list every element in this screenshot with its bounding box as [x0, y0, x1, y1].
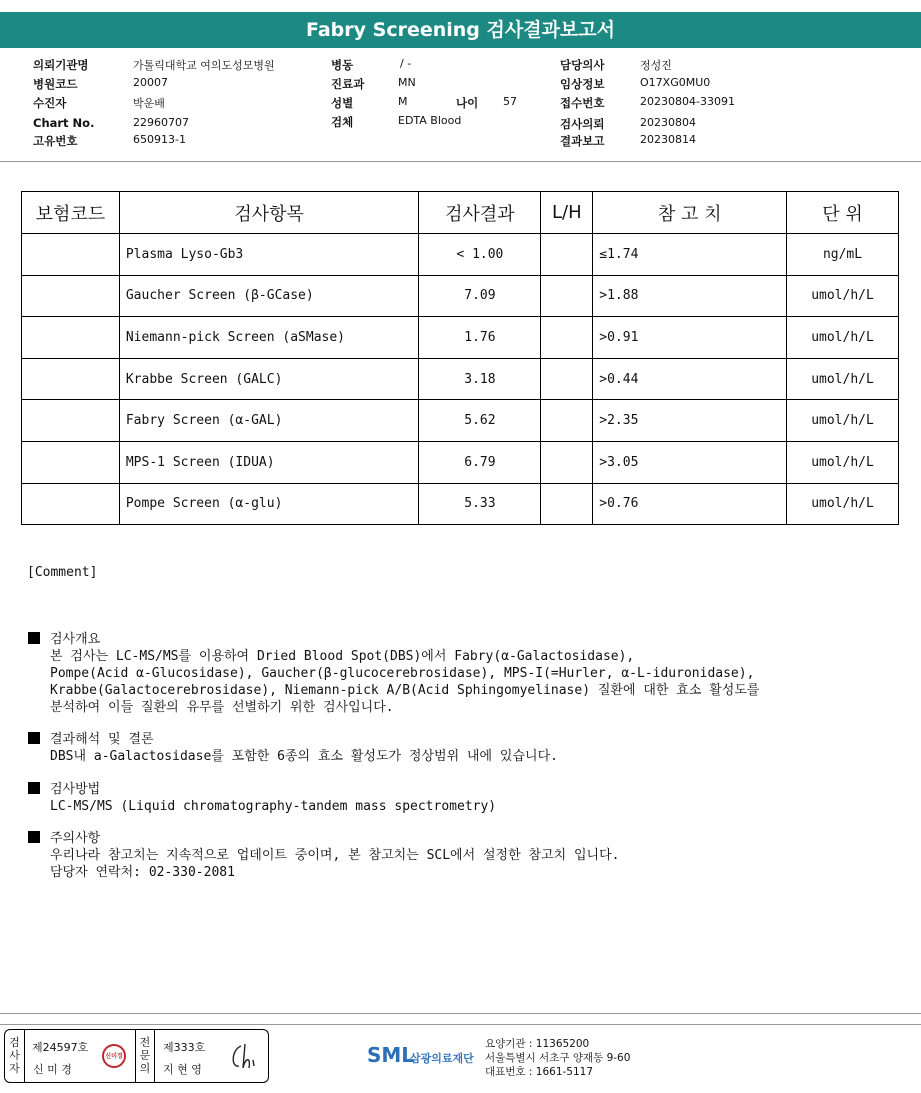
seal-stamp-icon: 신미경: [102, 1044, 126, 1068]
code-cell: [22, 275, 120, 317]
section-body: DBS내 a-Galactosidase를 포함한 6종의 효소 활성도가 정상범위 내에 있습니다.: [50, 749, 558, 764]
lh-cell: [541, 358, 593, 400]
section-overview: [28, 631, 759, 716]
org-line: 요양기관 : 11365200: [485, 1038, 590, 1050]
square-bullet-icon: [28, 632, 40, 644]
org-line: 대표번호 : 1661-5117: [485, 1066, 594, 1078]
ward-label: 병동: [331, 58, 354, 72]
result-cell: 6.79: [419, 441, 541, 483]
age-label: 나이: [456, 96, 479, 110]
section-body: LC-MS/MS (Liquid chromatography-tandem mass spectrometry): [50, 799, 497, 814]
square-bullet-icon: [28, 831, 40, 843]
table-row: [22, 234, 899, 276]
comment-label: [Comment]: [27, 565, 98, 580]
hospital-code-label: 병원코드: [33, 77, 78, 91]
specialist-name: 지 현 영: [163, 1063, 202, 1076]
item-cell: Gaucher Screen (β-GCase): [119, 275, 419, 317]
result-cell: 7.09: [419, 275, 541, 317]
item-cell: Plasma Lyso-Gb3: [119, 234, 419, 276]
patient-value: 박운배: [133, 97, 165, 110]
chart-label: Chart No.: [33, 116, 95, 130]
sex-value: M: [398, 95, 408, 108]
logo-text: SML: [367, 1043, 415, 1067]
section-notes: [28, 830, 620, 881]
footer-divider: [0, 1024, 921, 1025]
table-row: [22, 400, 899, 442]
result-cell: 5.33: [419, 483, 541, 525]
section-body: 우리나라 참고치는 지속적으로 업데이트 중이며, 본 참고치는 SCL에서 설정한 참고치 입니다. 담당자 연락처: 02-330-2081: [50, 848, 620, 880]
reference-cell: >0.76: [593, 483, 787, 525]
section-title: 검사개요: [50, 632, 101, 647]
inspector-license: 제24597호: [32, 1041, 89, 1054]
specimen-label: 검체: [331, 115, 354, 129]
dept-label: 진료과: [331, 77, 365, 91]
header-result: 검사결과: [419, 192, 541, 234]
table-row: [22, 317, 899, 359]
specialist-license: 제333호: [163, 1041, 206, 1054]
receipt-value: 20230804-33091: [640, 95, 735, 108]
request-value: 20230804: [640, 116, 696, 129]
divider: [0, 161, 921, 162]
foundation-name: 삼광의료재단: [410, 1052, 474, 1065]
header-lh: L/H: [541, 192, 593, 234]
unit-cell: umol/h/L: [787, 275, 899, 317]
result-cell: 3.18: [419, 358, 541, 400]
section-title: 결과해석 및 결론: [50, 732, 154, 747]
item-cell: Pompe Screen (α-glu): [119, 483, 419, 525]
unit-cell: umol/h/L: [787, 441, 899, 483]
signature-icon: [227, 1040, 261, 1074]
unit-cell: umol/h/L: [787, 483, 899, 525]
code-cell: [22, 358, 120, 400]
doctor-value: 정성진: [640, 59, 672, 72]
reference-cell: ≤1.74: [593, 234, 787, 276]
table-header-row: [22, 192, 899, 234]
reference-cell: >3.05: [593, 441, 787, 483]
report-value: 20230814: [640, 133, 696, 146]
square-bullet-icon: [28, 732, 40, 744]
clinical-label: 임상정보: [560, 77, 605, 91]
reference-cell: >2.35: [593, 400, 787, 442]
result-cell: 5.62: [419, 400, 541, 442]
item-cell: Niemann-pick Screen (aSMase): [119, 317, 419, 359]
lh-cell: [541, 234, 593, 276]
report-label: 결과보고: [560, 134, 605, 148]
ward-value: / -: [400, 57, 412, 70]
signature-box: [4, 1029, 269, 1083]
unique-value: 650913-1: [133, 133, 186, 146]
header-test-item: 검사항목: [119, 192, 419, 234]
code-cell: [22, 441, 120, 483]
inspector-name: 신 미 경: [33, 1063, 72, 1076]
section-method: [28, 781, 496, 815]
section-body: 본 검사는 LC-MS/MS를 이용하여 Dried Blood Spot(DBS)에서 Fabry(α-Galactosidase), Pompe(Acid α-Glucosidase), Gaucher(β-glucocerebrosidase), MPS-I(=Hurler, α-L-iduronidase), Krabbe(Galactocerebrosidase), Niemann-pick A/B(Acid Sphingomyelinase) 질환에 대한 효소 활성도를 분석하여 이들 질환의 유무를 선별하기 위한 검사입니다.: [50, 649, 760, 715]
org-info: [485, 1037, 630, 1079]
lh-cell: [541, 400, 593, 442]
item-cell: Krabbe Screen (GALC): [119, 358, 419, 400]
results-table: [21, 191, 899, 525]
institution-label: 의뢰기관명: [33, 58, 89, 72]
clinical-value: O17XG0MU0: [640, 76, 711, 89]
table-row: [22, 483, 899, 525]
lh-cell: [541, 275, 593, 317]
doctor-label: 담당의사: [560, 58, 605, 72]
inspector-label: 검사자: [5, 1030, 25, 1082]
unit-cell: umol/h/L: [787, 400, 899, 442]
result-cell: 1.76: [419, 317, 541, 359]
unit-cell: ng/mL: [787, 234, 899, 276]
table-row: [22, 441, 899, 483]
report-title: Fabry Screening 검사결과보고서: [0, 12, 921, 48]
section-interpretation: [28, 731, 558, 765]
code-cell: [22, 483, 120, 525]
patient-info: [0, 55, 921, 155]
sml-logo: [365, 1037, 480, 1077]
footer-divider: [0, 1013, 921, 1014]
request-label: 검사의뢰: [560, 117, 605, 131]
code-cell: [22, 234, 120, 276]
section-title: 검사방법: [50, 782, 101, 797]
reference-cell: >0.91: [593, 317, 787, 359]
header-unit: 단 위: [787, 192, 899, 234]
sex-label: 성별: [331, 96, 354, 110]
header-insurance-code: 보험코드: [22, 192, 120, 234]
institution-value: 가톨릭대학교 여의도성모병원: [133, 59, 275, 72]
square-bullet-icon: [28, 782, 40, 794]
reference-cell: >1.88: [593, 275, 787, 317]
header-reference: 참 고 치: [593, 192, 787, 234]
table-row: [22, 275, 899, 317]
lh-cell: [541, 317, 593, 359]
org-line: 서울특별시 서초구 양재동 9-60: [485, 1052, 631, 1064]
item-cell: Fabry Screen (α-GAL): [119, 400, 419, 442]
item-cell: MPS-1 Screen (IDUA): [119, 441, 419, 483]
section-title: 주의사항: [50, 831, 101, 846]
unit-cell: umol/h/L: [787, 358, 899, 400]
receipt-label: 접수번호: [560, 96, 605, 110]
chart-value: 22960707: [133, 116, 189, 129]
specialist-label: 전문의: [135, 1030, 155, 1082]
unique-label: 고유번호: [33, 134, 78, 148]
reference-cell: >0.44: [593, 358, 787, 400]
code-cell: [22, 317, 120, 359]
result-cell: < 1.00: [419, 234, 541, 276]
age-value: 57: [503, 95, 517, 108]
unit-cell: umol/h/L: [787, 317, 899, 359]
specimen-value: EDTA Blood: [398, 114, 462, 127]
code-cell: [22, 400, 120, 442]
table-row: [22, 358, 899, 400]
lh-cell: [541, 483, 593, 525]
dept-value: MN: [398, 76, 416, 89]
hospital-code-value: 20007: [133, 76, 168, 89]
lh-cell: [541, 441, 593, 483]
patient-label: 수진자: [33, 96, 67, 110]
